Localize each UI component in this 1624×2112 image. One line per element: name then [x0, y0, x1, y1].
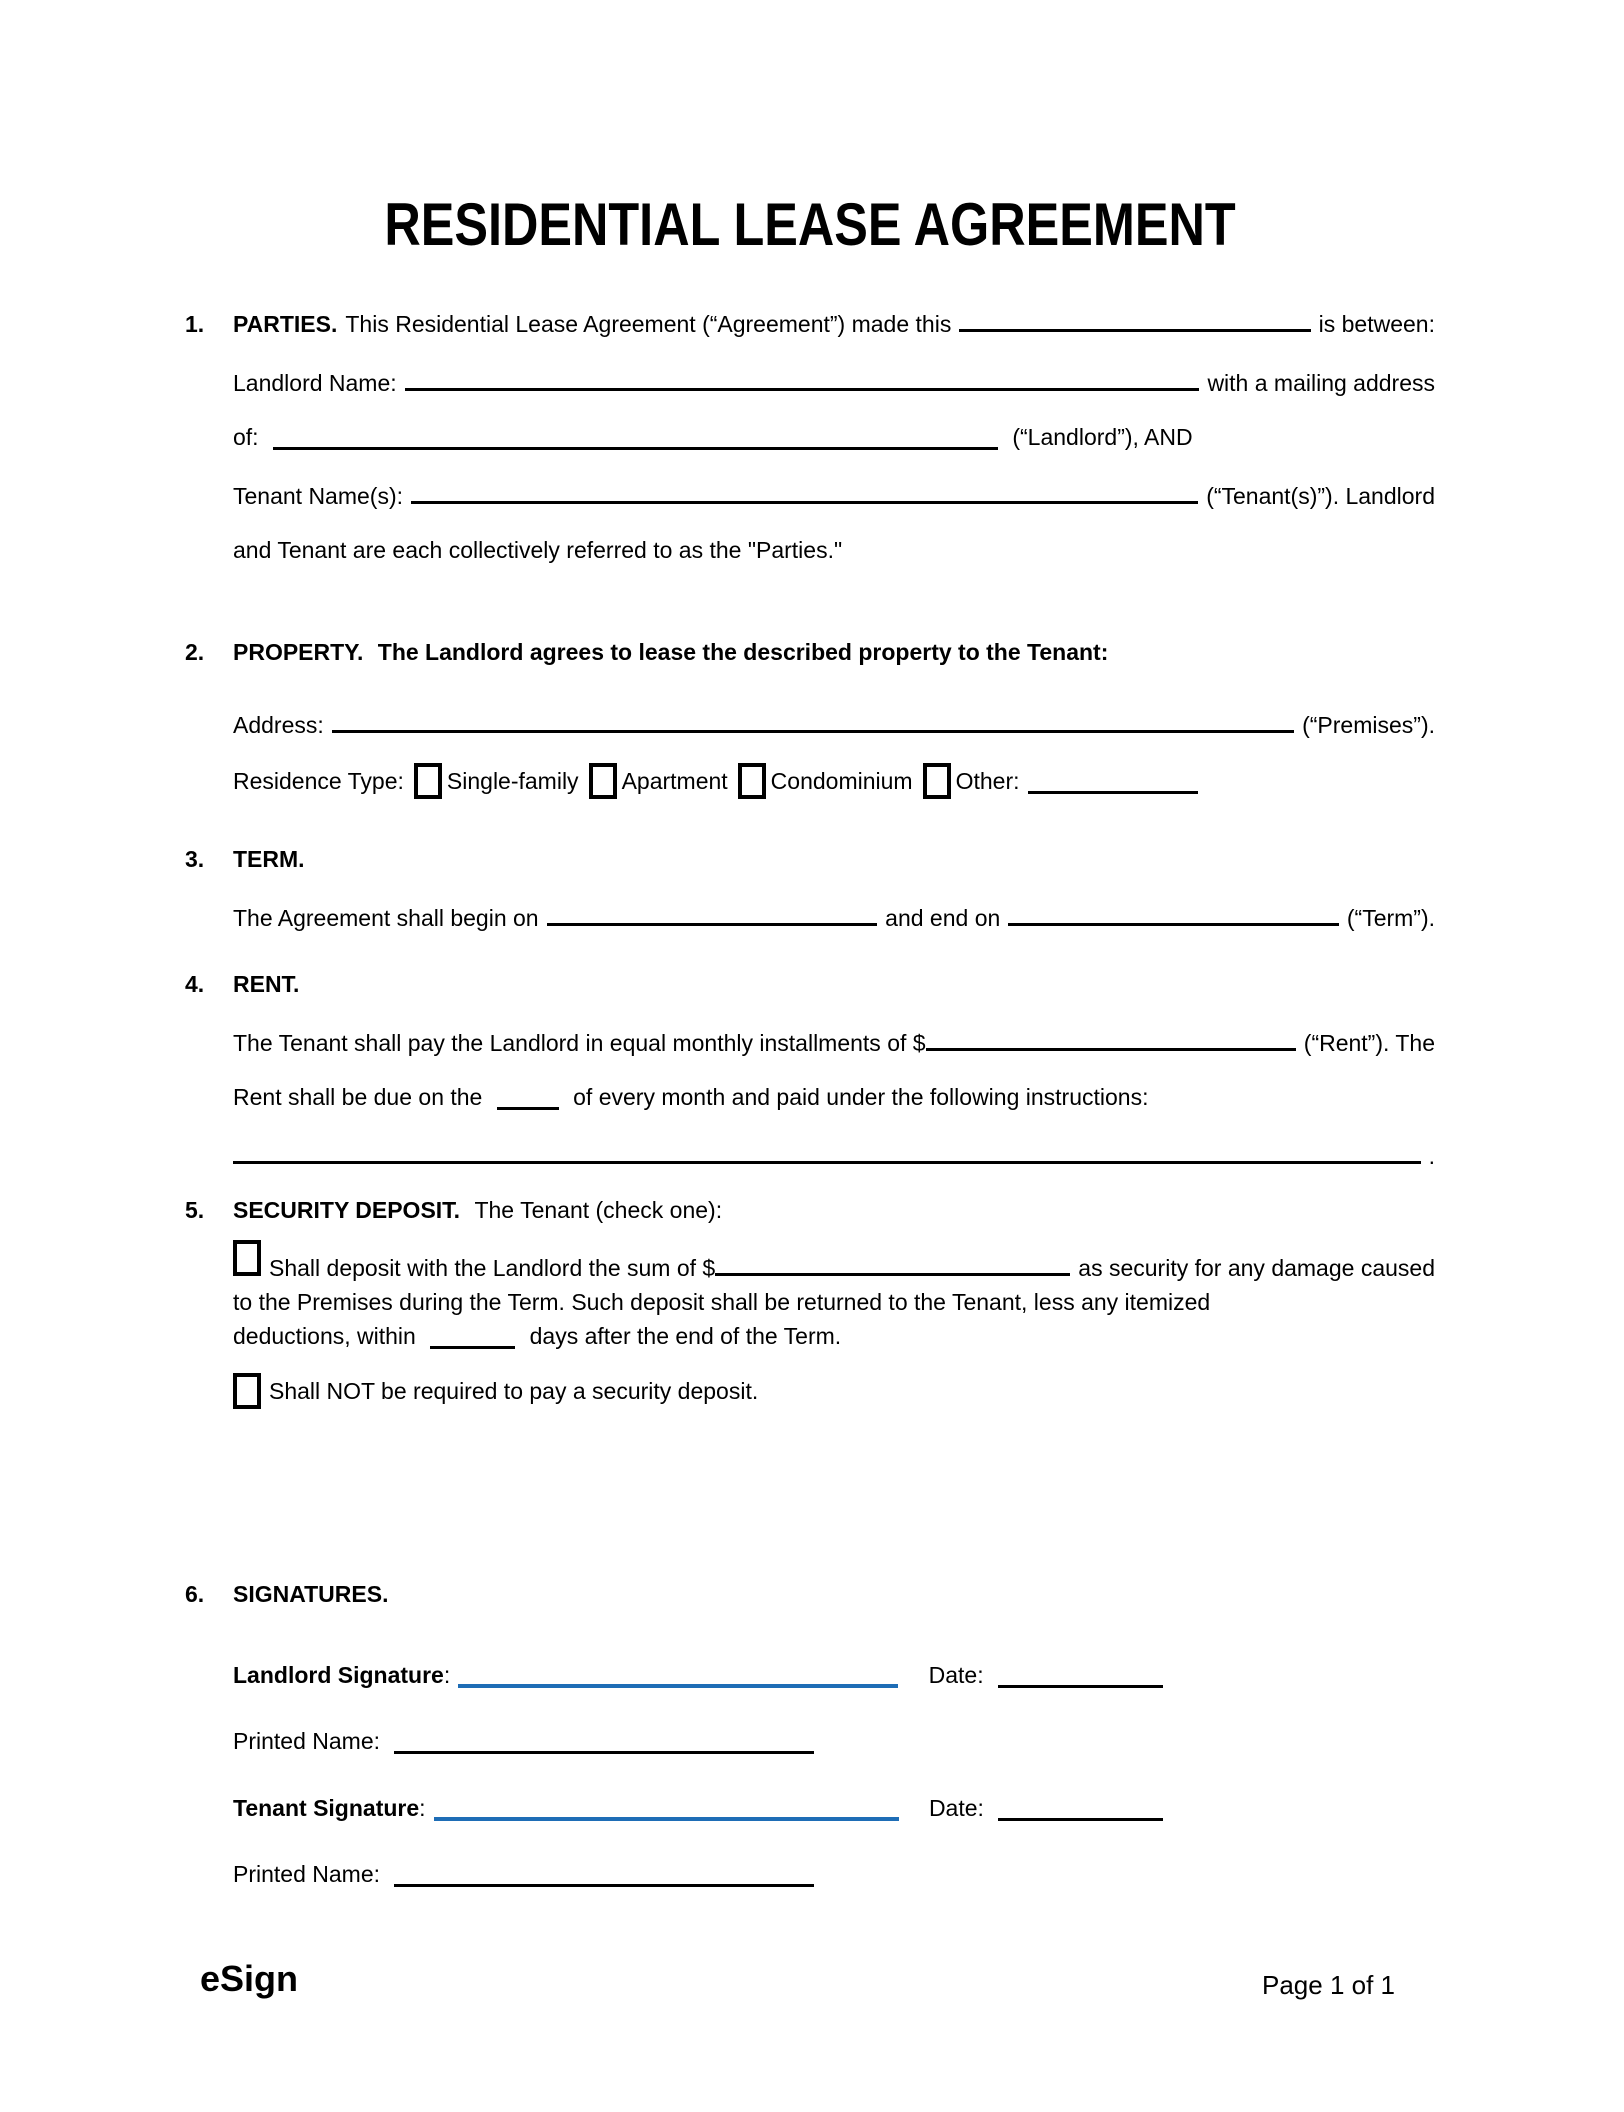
deposit-text: to the Premises during the Term. Such deposit shall be returned to the Tenant, less any itemized — [233, 1289, 1211, 1315]
parties-text: is between: — [1318, 311, 1435, 337]
parties-text: with a mailing address — [1207, 370, 1435, 396]
rent-text: of every month and paid under the following instructions: — [573, 1084, 1149, 1110]
term-text: (“Term”). — [1346, 905, 1436, 931]
rent-text: Rent shall be due on the — [233, 1084, 483, 1110]
checkbox-other[interactable] — [923, 763, 951, 799]
checkbox-shall-deposit[interactable] — [233, 1240, 261, 1276]
tenant-printed-name-row — [185, 1858, 1435, 1890]
other-residence-blank[interactable] — [1028, 765, 1198, 794]
section-heading: SIGNATURES. — [233, 1581, 389, 1607]
rent-heading-line — [185, 968, 1435, 1000]
section-number: 3. — [185, 846, 205, 872]
rent-text: (“Rent”). The — [1303, 1030, 1435, 1056]
tenant-signature-field[interactable] — [434, 1791, 899, 1821]
deposit-amount-blank[interactable] — [715, 1247, 1070, 1276]
landlord-printed-name-row — [185, 1725, 1435, 1757]
payment-instructions-blank[interactable] — [233, 1135, 1421, 1164]
section-heading: RENT. — [233, 971, 300, 997]
deposit-option-1-line-3 — [233, 1319, 1435, 1353]
deposit-option-2 — [185, 1373, 1435, 1413]
checkbox-apartment[interactable] — [589, 763, 617, 799]
tenant-name-blank[interactable] — [411, 475, 1198, 504]
label-colon: : — [419, 1795, 426, 1821]
landlord-signature-label: Landlord Signature — [233, 1662, 444, 1688]
property-heading-line — [185, 636, 1435, 668]
checkbox-single-family[interactable] — [414, 763, 442, 799]
section-rent — [185, 968, 1435, 1172]
tenant-signature-row — [185, 1791, 1435, 1824]
deposit-text: as security for any damage caused — [1078, 1255, 1435, 1281]
checkbox-no-deposit[interactable] — [233, 1373, 261, 1409]
term-text: The Agreement shall begin on — [233, 905, 539, 931]
parties-line-2 — [185, 362, 1435, 399]
section-parties — [185, 303, 1435, 566]
page-number-label: Page 1 of 1 — [1262, 1970, 1395, 2000]
deposit-option-1 — [185, 1240, 1435, 1353]
parties-line-4 — [185, 475, 1435, 512]
printed-name-label: Printed Name: — [233, 1861, 381, 1887]
deposit-days-blank[interactable] — [430, 1320, 515, 1349]
rent-text: The Tenant shall pay the Landlord in equal monthly installments of $ — [233, 1030, 926, 1056]
section-heading: SECURITY DEPOSIT. — [233, 1197, 461, 1223]
section-term — [185, 843, 1435, 934]
parties-text: and Tenant are each collectively referred to as the "Parties." — [233, 537, 843, 563]
section-security-deposit — [185, 1194, 1435, 1413]
term-line — [185, 897, 1435, 934]
landlord-signature-field[interactable] — [458, 1658, 898, 1688]
section-number: 6. — [185, 1581, 205, 1607]
esign-logo: eSign — [200, 1958, 299, 1999]
landlord-name-label: Landlord Name: — [233, 370, 397, 396]
deposit-text: deductions, within — [233, 1323, 416, 1349]
property-text: (“Premises”). — [1302, 712, 1435, 738]
rent-amount-blank[interactable] — [926, 1022, 1296, 1051]
checkbox-condominium[interactable] — [738, 763, 766, 799]
deposit-option-1-line-1 — [233, 1240, 1435, 1285]
deposit-heading-rest: The Tenant (check one): — [474, 1197, 723, 1223]
term-text: and end on — [885, 905, 1001, 931]
deposit-option-1-line-2 — [233, 1285, 1435, 1319]
date-label: Date: — [928, 1662, 984, 1688]
mailing-address-blank[interactable] — [273, 421, 998, 450]
document-content — [185, 191, 1436, 1924]
signatures-heading-line — [185, 1578, 1435, 1610]
parties-text: This Residential Lease Agreement (“Agreement”) made this — [345, 311, 952, 337]
label-colon: : — [443, 1662, 451, 1688]
address-blank[interactable] — [332, 704, 1294, 733]
parties-text: (“Landlord”), AND — [1012, 424, 1193, 450]
parties-line-3 — [185, 421, 1435, 453]
residence-type-label: Residence Type: — [233, 768, 404, 795]
section-heading: TERM. — [233, 846, 305, 872]
tenant-date-blank[interactable] — [998, 1792, 1163, 1821]
parties-text: (“Tenant(s)”). Landlord — [1206, 483, 1435, 509]
section-number: 2. — [185, 639, 205, 665]
landlord-signature-row — [185, 1658, 1435, 1691]
section-property — [185, 636, 1435, 803]
document-title: RESIDENTIAL LEASE AGREEMENT — [384, 191, 1236, 258]
section-number: 1. — [185, 311, 205, 337]
deposit-text: days after the end of the Term. — [529, 1323, 842, 1349]
term-start-date-blank[interactable] — [547, 897, 878, 926]
address-label: Address: — [233, 712, 324, 738]
deposit-text: Shall deposit with the Landlord the sum of $ — [269, 1255, 716, 1281]
section-heading: PROPERTY. — [233, 639, 364, 665]
landlord-name-blank[interactable] — [405, 362, 1200, 391]
section-number: 4. — [185, 971, 205, 997]
section-number: 5. — [185, 1197, 205, 1223]
date-label: Date: — [928, 1795, 984, 1821]
tenant-signature-label: Tenant Signature — [233, 1795, 420, 1821]
mailing-address-label: of: — [233, 424, 259, 450]
option-other-label: Other: — [955, 768, 1020, 795]
landlord-printed-name-blank[interactable] — [394, 1725, 814, 1754]
tenant-printed-name-blank[interactable] — [394, 1858, 814, 1887]
section-signatures — [185, 1578, 1435, 1890]
residence-type-line — [185, 763, 1435, 803]
landlord-date-blank[interactable] — [998, 1659, 1163, 1688]
made-this-date-blank[interactable] — [959, 303, 1310, 332]
parties-line-1 — [185, 303, 1435, 340]
option-apartment-label: Apartment — [621, 768, 728, 795]
rent-line-2 — [185, 1081, 1435, 1113]
printed-name-label: Printed Name: — [233, 1728, 381, 1754]
deposit-text: Shall NOT be required to pay a security deposit. — [269, 1378, 759, 1405]
deposit-heading-line — [185, 1194, 1435, 1226]
rent-due-day-blank[interactable] — [497, 1081, 559, 1110]
section-heading: PARTIES. — [233, 311, 338, 337]
rent-text: . — [1428, 1143, 1435, 1169]
term-end-date-blank[interactable] — [1008, 897, 1339, 926]
option-single-family-label: Single-family — [446, 768, 579, 795]
parties-line-5 — [185, 534, 1435, 566]
term-heading-line — [185, 843, 1435, 875]
property-address-line — [185, 704, 1435, 741]
option-condominium-label: Condominium — [770, 768, 913, 795]
property-heading-rest: The Landlord agrees to lease the described property to the Tenant: — [377, 639, 1109, 665]
rent-instructions-line — [185, 1135, 1435, 1172]
rent-line-1 — [185, 1022, 1435, 1059]
tenant-name-label: Tenant Name(s): — [233, 483, 404, 509]
